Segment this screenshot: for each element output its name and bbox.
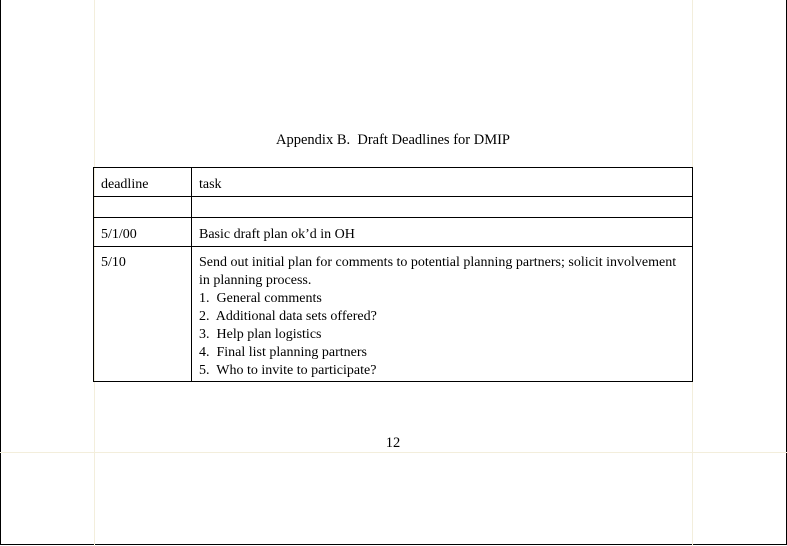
task-cell [192, 247, 693, 382]
deadline-cell: 5/1/00 [94, 218, 192, 247]
table-row [94, 218, 693, 247]
task-cell: Basic draft plan ok’d in OH [192, 218, 693, 247]
table-row [94, 247, 693, 382]
deadline-cell [94, 197, 192, 218]
list-item: 1. General comments [199, 291, 322, 306]
deadline-cell: 5/10 [94, 247, 192, 382]
table-header-row [94, 168, 693, 197]
list-item: 4. Final list planning partners [199, 345, 367, 360]
table-row [94, 197, 693, 218]
list-item: 5. Who to invite to participate? [199, 363, 377, 378]
header-task: task [192, 168, 693, 197]
bottom-margin-guide [0, 452, 787, 453]
page-number: 12 [385, 435, 401, 451]
list-item: 2. Additional data sets offered? [199, 309, 377, 324]
deadlines-table [93, 167, 693, 382]
task-cell [192, 197, 693, 218]
document-title: Appendix B. Draft Deadlines for DMIP [276, 132, 510, 148]
task-text: Send out initial plan for comments to potential planning partners; solicit involvement in planning process. [199, 255, 677, 288]
list-item: 3. Help plan logistics [199, 327, 322, 342]
header-deadline: deadline [94, 168, 192, 197]
